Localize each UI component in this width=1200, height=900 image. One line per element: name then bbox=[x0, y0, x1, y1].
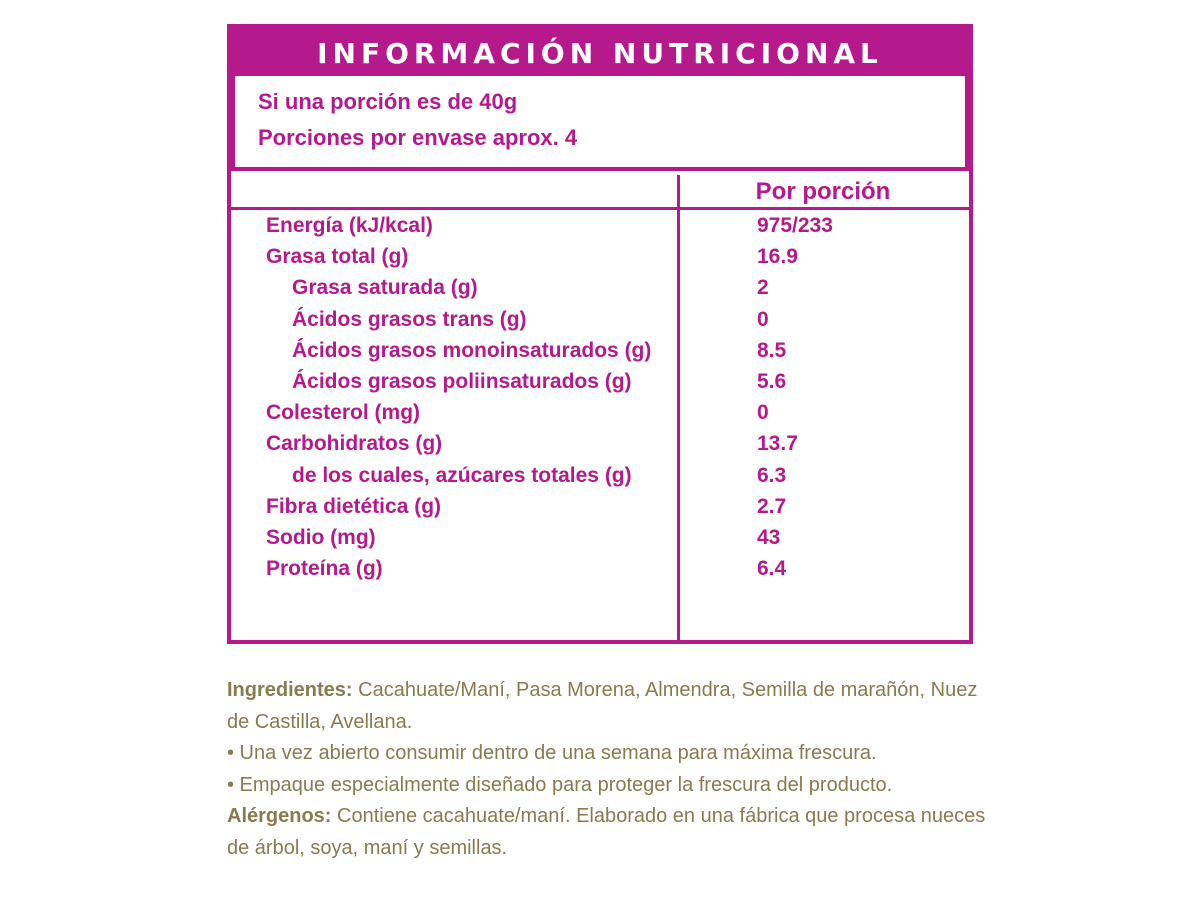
table-row bbox=[231, 272, 969, 303]
nutrient-value: 6.3 bbox=[757, 464, 787, 487]
allergens-note bbox=[227, 801, 987, 864]
ingredients-label: Ingredientes: bbox=[227, 679, 353, 701]
nutrition-facts-panel bbox=[227, 24, 973, 644]
freshness-note: • Una vez abierto consumir dentro de una semana para máxima frescura. bbox=[227, 742, 877, 764]
nutrient-label: Ácidos grasos trans (g) bbox=[292, 308, 527, 331]
nutrient-label: Carbohidratos (g) bbox=[266, 432, 443, 455]
panel-title: INFORMACIÓN NUTRICIONAL bbox=[231, 28, 969, 76]
table-row bbox=[231, 491, 969, 522]
ingredients-text: Cacahuate/Maní, Pasa Morena, Almendra, Semilla de marañón, Nuez de Castilla, Avellana. bbox=[227, 679, 978, 733]
nutrient-value: 5.6 bbox=[757, 370, 787, 393]
nutrient-label: Proteína (g) bbox=[266, 557, 383, 580]
nutrient-label: Sodio (mg) bbox=[266, 526, 376, 549]
nutrient-label: Ácidos grasos poliinsaturados (g) bbox=[292, 370, 632, 393]
nutrient-label: de los cuales, azúcares totales (g) bbox=[292, 464, 632, 487]
table-row bbox=[231, 460, 969, 491]
table-row bbox=[231, 428, 969, 459]
product-notes bbox=[227, 675, 987, 864]
per-serving-header: Por porción bbox=[755, 178, 891, 205]
nutrient-value: 8.5 bbox=[757, 339, 787, 362]
servings-per-container: Porciones por envase aprox. 4 bbox=[258, 125, 578, 150]
nutrient-label: Fibra dietética (g) bbox=[266, 495, 442, 518]
allergens-text: Contiene cacahuate/maní. Elaborado en una fábrica que procesa nueces de árbol, soya, maní y semillas. bbox=[227, 805, 986, 859]
nutrient-value: 2 bbox=[757, 276, 769, 299]
allergens-label: Alérgenos: bbox=[227, 805, 332, 827]
nutrient-value: 975/233 bbox=[757, 214, 833, 237]
nutrient-label: Grasa saturada (g) bbox=[292, 276, 478, 299]
table-row bbox=[231, 335, 969, 366]
nutrient-value: 13.7 bbox=[757, 432, 798, 455]
nutrient-value: 43 bbox=[757, 526, 781, 549]
table-row bbox=[231, 522, 969, 553]
table-row bbox=[231, 553, 969, 584]
nutrient-label: Energía (kJ/kcal) bbox=[266, 214, 433, 237]
table-row bbox=[231, 397, 969, 428]
nutrient-label: Colesterol (mg) bbox=[266, 401, 421, 424]
nutrient-label: Grasa total (g) bbox=[266, 245, 409, 268]
nutrient-value: 2.7 bbox=[757, 495, 787, 518]
packaging-note: • Empaque especialmente diseñado para proteger la frescura del producto. bbox=[227, 773, 893, 796]
nutrient-value: 16.9 bbox=[757, 245, 798, 268]
nutrient-value: 6.4 bbox=[757, 557, 787, 580]
ingredients-note bbox=[227, 675, 987, 738]
nutrient-value: 0 bbox=[757, 401, 769, 424]
nutrient-label: Ácidos grasos monoinsaturados (g) bbox=[292, 339, 652, 362]
table-row bbox=[231, 210, 969, 241]
serving-size: Si una porción es de 40g bbox=[258, 89, 518, 114]
table-row bbox=[231, 304, 969, 335]
table-row bbox=[231, 366, 969, 397]
table-row bbox=[231, 241, 969, 272]
serving-info bbox=[231, 76, 969, 171]
nutrient-value: 0 bbox=[757, 308, 769, 331]
